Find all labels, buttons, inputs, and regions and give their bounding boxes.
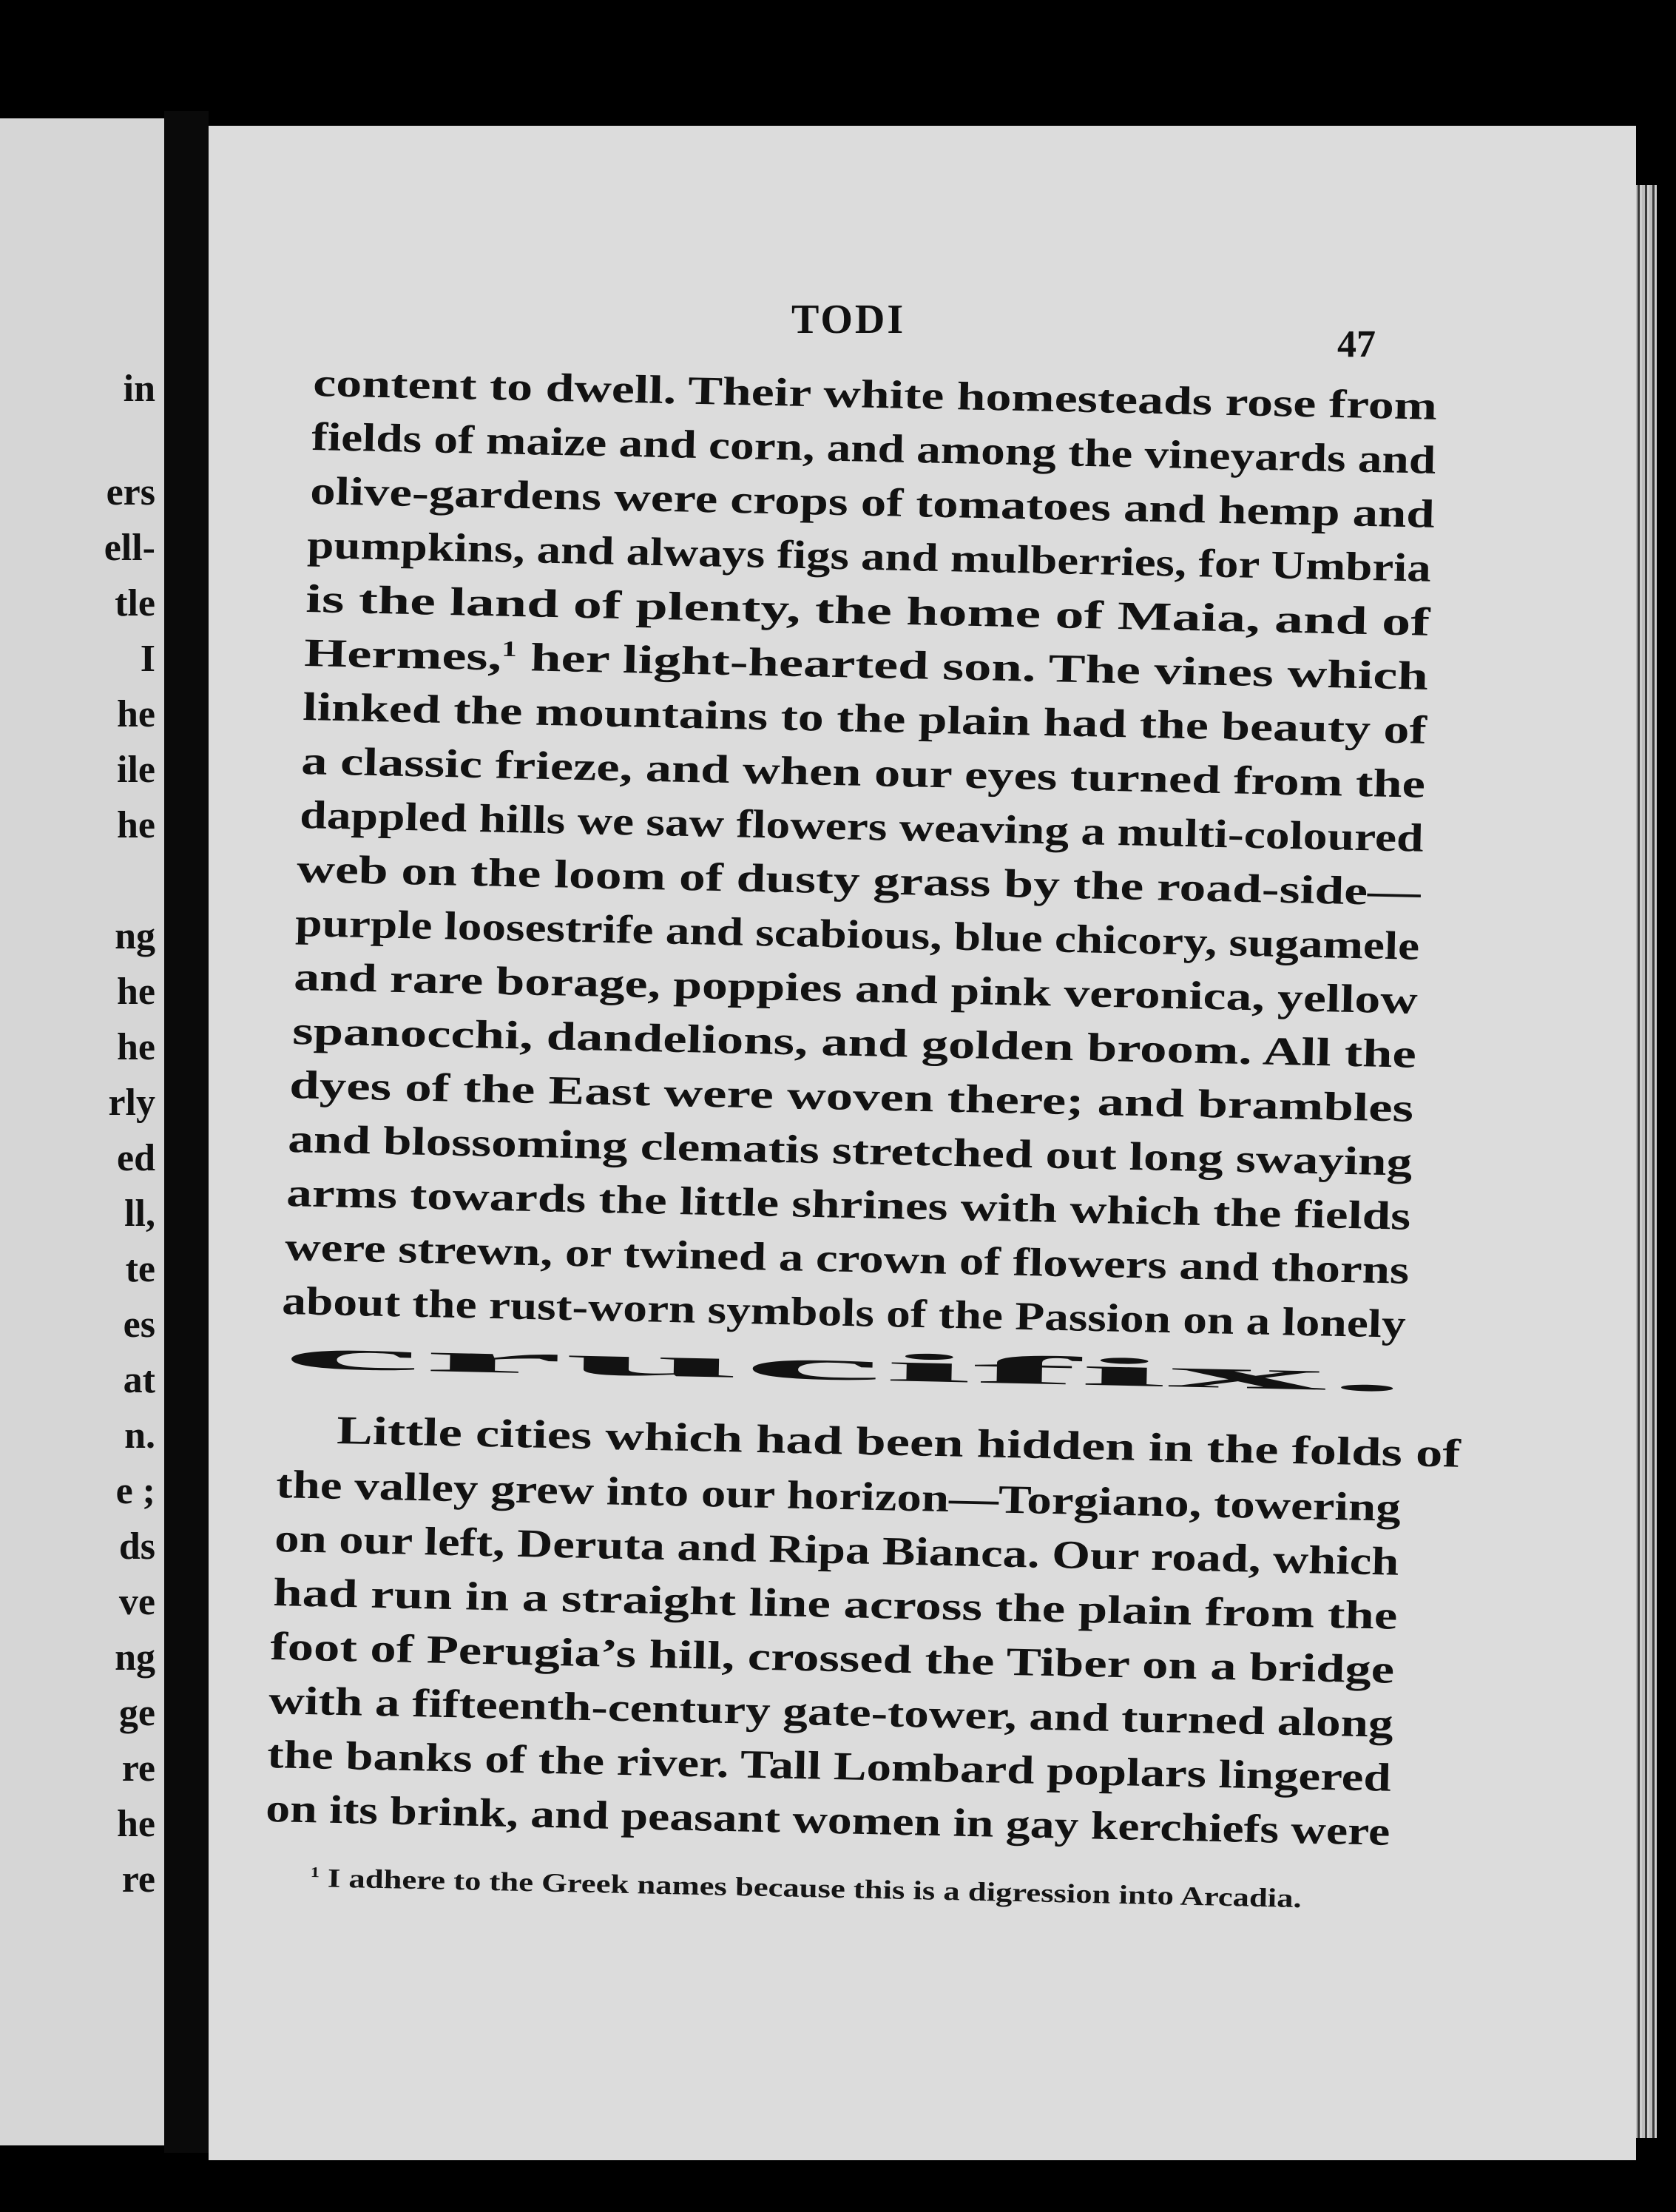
running-head: TODI [791, 297, 906, 343]
left-fragment: in [123, 368, 155, 410]
text-line: the valley grew into our horizon—Torgiano, towering [275, 1462, 1402, 1530]
text-line: Little cities which had been hidden in the folds of [336, 1408, 1462, 1476]
text-line: web on the loom of dusty grass by the road-side— [296, 846, 1422, 914]
text-line: is the land of plenty, the home of Maia, and of [305, 576, 1430, 644]
text-line: arms towards the little shrines with which the fields [285, 1170, 1411, 1238]
text-line: about the rust-worn symbols of the Passion on a lonely [281, 1278, 1407, 1346]
text-line: content to dwell. Their white homesteads rose from [312, 360, 1438, 428]
left-fragment: he [117, 1803, 155, 1845]
left-fragment: re [121, 1858, 155, 1901]
left-fragment: n. [124, 1414, 155, 1457]
left-fragment: ge [118, 1692, 155, 1734]
left-fragment: I [140, 638, 155, 680]
left-fragment: ds [118, 1525, 155, 1568]
text-fragment: Hermes, [303, 630, 502, 679]
text-line: fields of maize and corn, and among the vineyards and [311, 414, 1436, 482]
left-fragment: tle [115, 582, 155, 624]
text-line: were strewn, or twined a crown of flowers and thorns [284, 1224, 1410, 1292]
left-fragment: he [117, 971, 155, 1013]
text-line: purple loosestrife and scabious, blue chicory, sugamele [294, 900, 1420, 968]
left-fragment: ed [117, 1137, 155, 1179]
left-fragment: rly [108, 1082, 155, 1124]
text-line: spanocchi, dandelions, and golden broom. All the [291, 1008, 1417, 1076]
left-fragment: ll, [124, 1193, 155, 1235]
text-line: on its brink, and peasant women in gay kerchiefs were [265, 1786, 1391, 1854]
book-gutter [164, 111, 209, 2153]
text-line: dappled hills we saw flowers weaving a multi-coloured [299, 792, 1425, 860]
left-page [0, 118, 164, 2145]
left-fragment: at [123, 1359, 155, 1401]
left-fragment: ng [115, 915, 155, 957]
text-line: the banks of the river. Tall Lombard poplars lingered [266, 1732, 1392, 1800]
left-fragment: ell- [104, 527, 155, 569]
page-number: 47 [1337, 323, 1376, 365]
text-line: had run in a straight line across the plain from the [272, 1570, 1398, 1638]
text-line: with a fifteenth-century gate-tower, and turned along [268, 1678, 1394, 1746]
left-fragment: he [117, 693, 155, 735]
footnote-text: I adhere to the Greek names because this is a digression into Arcadia. [327, 1863, 1302, 1914]
left-fragment: te [125, 1248, 155, 1290]
text-line: and rare borage, poppies and pink veronica, yellow [293, 954, 1419, 1022]
left-fragment: ve [118, 1581, 155, 1623]
footnote-marker: 1 [310, 1864, 320, 1881]
text-line: and blossoming clematis stretched out long swaying [287, 1116, 1413, 1184]
left-fragment: ng [115, 1636, 155, 1679]
text-line: crucifix. [280, 1332, 1408, 1400]
text-line: a classic frieze, and when our eyes turned from the [300, 738, 1426, 806]
left-fragment: he [117, 804, 155, 846]
text-line: linked the mountains to the plain had the beauty of [302, 684, 1427, 752]
text-line: olive-gardens were crops of tomatoes and hemp and [309, 468, 1436, 536]
left-fragment: es [123, 1304, 155, 1346]
left-fragment: e ; [115, 1470, 155, 1512]
left-fragment: he [117, 1026, 155, 1068]
left-fragment: ers [106, 471, 155, 513]
text-line: on our left, Deruta and Ripa Bianca. Our road, which [274, 1516, 1399, 1584]
text-line: foot of Perugia’s hill, crossed the Tiber on a bridge [269, 1624, 1395, 1692]
text-line: pumpkins, and always figs and mulberries, for Umbria [306, 522, 1432, 590]
footnote-reference: 1 [501, 637, 518, 662]
left-fragment: ile [117, 749, 155, 791]
text-line: dyes of the East were woven there; and brambles [288, 1062, 1414, 1130]
text-fragment: her light-hearted son. The vines which [530, 635, 1429, 698]
left-fragment: re [121, 1747, 155, 1790]
